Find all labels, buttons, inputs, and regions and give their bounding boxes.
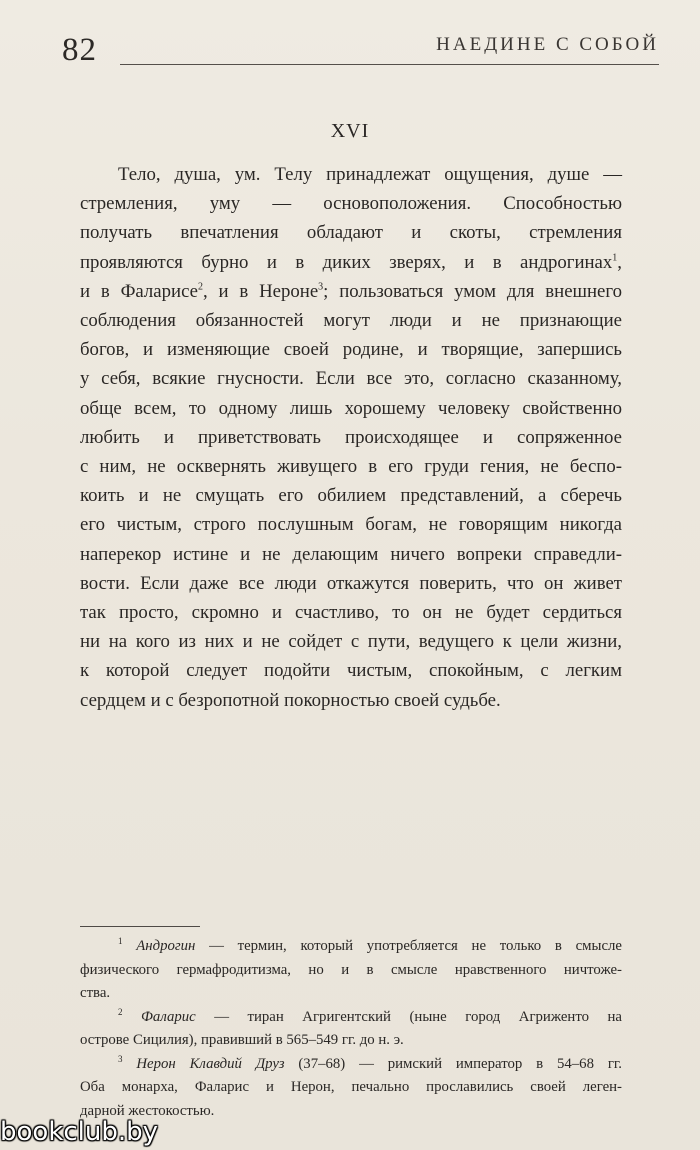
footnote-line: дарной жестокостью.	[80, 1102, 215, 1119]
text-line: коить и не смущать его обилием представлений, а сберечь	[80, 485, 622, 507]
body-paragraph	[80, 160, 622, 715]
section-title: XVI	[330, 120, 370, 142]
text-line: с ним, не осквернять живущего в его груди гения, не беспо-	[80, 456, 622, 478]
text-line: вости. Если даже все люди откажутся поверить, что он живет	[80, 572, 622, 594]
footnote-term: Фаларис	[141, 1008, 196, 1025]
text-line: у себя, всякие гнусности. Если все это, согласно сказанному,	[80, 368, 622, 390]
text-line: сердцем и с безропотной покорностью своей судьбе.	[80, 689, 501, 711]
footnote-line: острове Сицилия), правивший в 565–549 гг. до н. э.	[80, 1032, 404, 1048]
footnote-text: — тиран Агригентский (ныне город Агриженто на	[195, 1008, 622, 1025]
text-line: наперекор истине и не делающим ничего вопреки справедли-	[80, 543, 622, 565]
text-segment: и в Фаларисе	[80, 280, 198, 302]
text-line: получать впечатления обладают и скоты, стремления	[80, 222, 622, 244]
text-segment: ; пользоваться умом для внешнего	[323, 280, 623, 302]
text-line: ни на кого из них и не сойдет с пути, ведущего к цели жизни,	[80, 631, 622, 653]
text-line: обще всем, то одному лишь хорошему человеку свойственно	[80, 397, 622, 419]
footnote-line	[80, 935, 622, 959]
text-line: стремления, уму — основоположения. Способностью	[80, 193, 622, 215]
footnote-term: Нерон Клавдий Друз	[136, 1055, 285, 1072]
text-line: Тело, душа, ум. Телу принадлежат ощущения, душе —	[118, 164, 622, 185]
text-line: любить и приветствовать происходящее и сопряженное	[80, 426, 622, 448]
footnote-text: (37–68) — римский император в 54–68 гг.	[284, 1055, 622, 1072]
text-segment: , и в Нероне	[202, 280, 319, 302]
running-title: НАЕДИНЕ С СОБОЙ	[436, 34, 659, 55]
footnote-line: ства.	[80, 985, 111, 1001]
header-rule	[120, 64, 659, 65]
text-line: соблюдения обязанностей могут люди и не признающие	[80, 310, 622, 332]
footnotes	[80, 935, 622, 1123]
watermark: bookclub.by	[0, 1117, 159, 1147]
text-segment: проявляются бурно и в диких зверях, и в андрогинах	[80, 251, 613, 273]
text-line: к которой следует подойти чистым, спокойным, с легким	[80, 660, 622, 682]
text-line: проявляются бурно и в диких зверях, и в андрогинах$^1$,	[80, 251, 622, 273]
footnote-text: — термин, который употребляется не только в смысле	[195, 938, 622, 954]
footnote-term: Андрогин	[136, 938, 196, 954]
footnote-ref: 2	[197, 281, 203, 293]
footnote-number: 3	[118, 1053, 123, 1064]
footnote-number: 2	[118, 1006, 123, 1017]
text-line: богов, и изменяющие своей родине, и творящие, запершись	[80, 339, 622, 361]
footnote-ref: 3	[318, 281, 324, 293]
footnote-line	[80, 1006, 622, 1030]
footnote-line	[80, 1053, 622, 1077]
text-line: его чистым, строго послушным богам, не говорящим никогда	[80, 514, 622, 536]
footnote-line: физического гермафродитизма, но и в смысле нравственного ничтоже-	[80, 961, 622, 978]
text-line	[80, 277, 622, 306]
footnote-rule	[80, 926, 200, 927]
text-line: так просто, скромно и счастливо, то он не будет сердиться	[80, 602, 622, 624]
footnote-line: Оба монарха, Фаларис и Нерон, печально прославились своей леген-	[80, 1079, 622, 1095]
footnote-number: 1	[118, 936, 123, 947]
page-number: 82	[62, 32, 97, 68]
footnote-ref: 1	[612, 252, 618, 264]
